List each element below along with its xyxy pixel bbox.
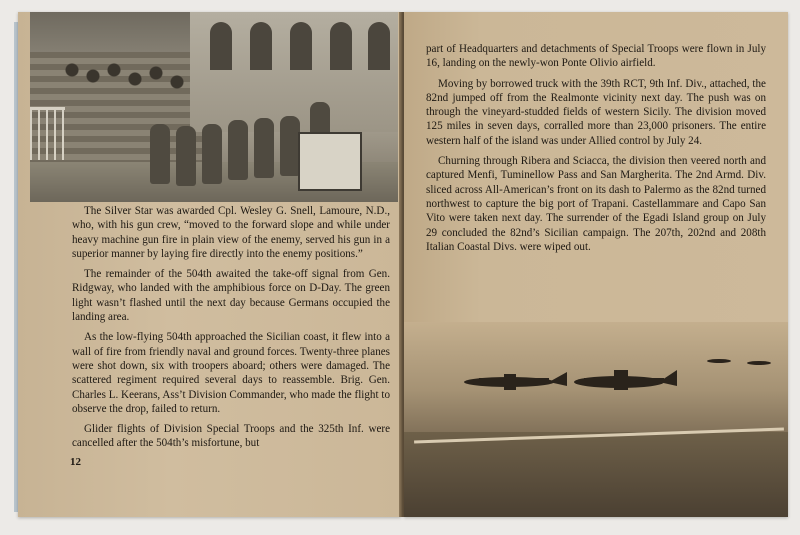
paragraph: Glider flights of Division Special Troops and the 325th Inf. were cancelled after the 504th’s misfortune, but bbox=[72, 423, 390, 450]
paragraph: Churning through Ribera and Sciacca, the division then veered north and captured Menfi, Tuminellow Pass and San Margherita. The 2nd Armd. Div. sliced across All-American’s front on its dash to Palermo as the 82nd turned northwest to capture the big port of Trapani. Castellammare and Capo San Vito were taken next day. The surrender of the Egadi Island group on July 29 concluded the 82nd’s Sicilian campaign. The 207th, 202nd and 208th Italian Coastal Divs. were wiped out. bbox=[426, 155, 766, 253]
left-page bbox=[18, 12, 401, 517]
distant-plane-icon bbox=[704, 356, 734, 366]
right-page-text bbox=[426, 42, 766, 260]
left-page-text bbox=[72, 204, 390, 457]
kneeling-soldier bbox=[254, 118, 274, 178]
kneeling-soldier bbox=[150, 124, 170, 184]
paragraph: part of Headquarters and detachments of Special Troops were flown in July 16, landing on the newly-won Ponte Olivio airfield. bbox=[426, 43, 766, 70]
paragraph: The remainder of the 504th awaited the take-off signal from Gen. Ridgway, who landed with the amphibious force on D-Day. The green light wasn’t flashed until the next day because Germans occupied the landing area. bbox=[72, 268, 390, 324]
kneeling-soldier bbox=[280, 116, 300, 176]
paragraph: As the low-flying 504th approached the Sicilian coast, it flew into a wall of fire from friendly naval and ground forces. Twenty-three planes were shot down, six with troopers aboard; others were damaged. The scattered regiment required several days to reassemble. Brig. Gen. Charles L. Keerans, Ass’t Division Commander, who made the flight to observe the drop, failed to return. bbox=[72, 331, 390, 415]
photo-fence bbox=[30, 107, 65, 160]
open-booklet bbox=[18, 12, 788, 517]
transport-plane-icon bbox=[569, 362, 679, 394]
kneeling-soldier bbox=[176, 126, 196, 186]
photo-arch bbox=[210, 22, 232, 70]
paragraph: Moving by borrowed truck with the 39th RCT, 9th Inf. Div., attached, the 82nd jumped off from the Realmonte vicinity next day. The push was on through the vineyard-studded fields of western Sicily. The division moved 125 miles in seven days, corralled more than 23,000 prisoners. The entire western half of the island was under Allied control by July 24. bbox=[426, 77, 766, 147]
page-number: 12 bbox=[70, 456, 81, 468]
right-page bbox=[404, 12, 788, 517]
aircraft-photo bbox=[404, 322, 788, 517]
kneeling-soldier bbox=[228, 120, 248, 180]
mass-photo bbox=[30, 12, 398, 202]
photo-building bbox=[190, 12, 398, 132]
photo-arch bbox=[250, 22, 272, 70]
photo-crowd bbox=[58, 52, 198, 112]
photo-arch bbox=[330, 22, 352, 70]
photo-arch bbox=[290, 22, 312, 70]
kneeling-soldier bbox=[202, 124, 222, 184]
paragraph: The Silver Star was awarded Cpl. Wesley G. Snell, Lamoure, N.D., who, with his gun crew, “moved to the forward slope and while under heavy machine gun fire in plain view of the enemy, served his gun in a superior manner by laying fire directly into the enemy positions.” bbox=[72, 205, 390, 260]
field-altar bbox=[298, 132, 362, 191]
transport-plane-icon bbox=[459, 364, 569, 394]
distant-plane-icon bbox=[744, 358, 774, 368]
photo-arch bbox=[368, 22, 390, 70]
photo-sea bbox=[404, 432, 788, 517]
